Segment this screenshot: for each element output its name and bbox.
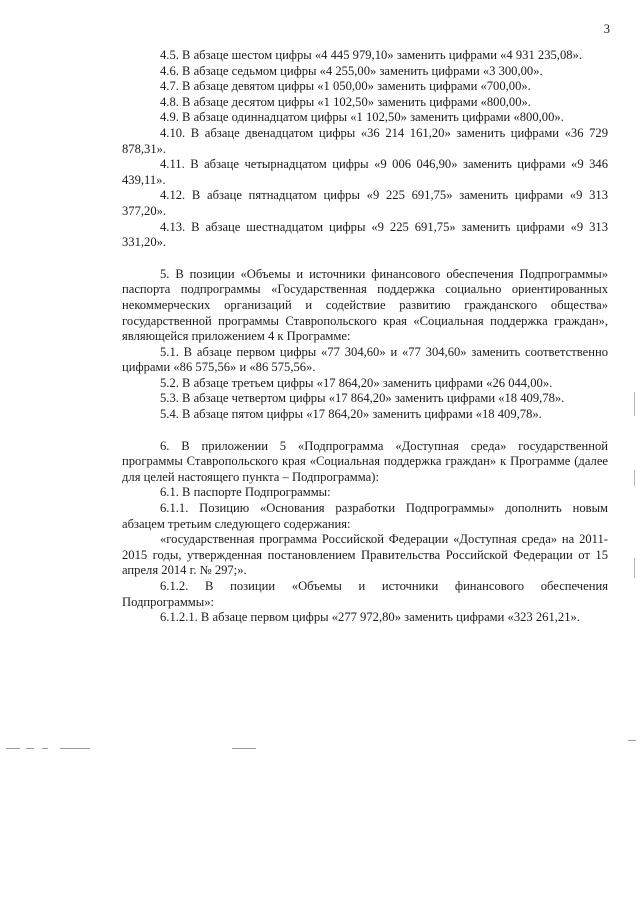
paragraph-5-4: 5.4. В абзаце пятом цифры «17 864,20» заменить цифрами «18 409,78». — [160, 407, 542, 422]
paragraph-6-1-1: 6.1.1. Позицию «Основания разработки Подпрограммы» дополнить новым абзацем третьим следующего содержания: — [122, 501, 608, 531]
paragraph-4-13: 4.13. В абзаце шестнадцатом цифры «9 225 691,75» заменить цифрами «9 313 331,20». — [122, 219, 608, 250]
scan-edge-mark — [634, 392, 635, 416]
paragraph-4-7: 4.7. В абзаце девятом цифры «1 050,00» заменить цифрами «700,00». — [160, 79, 531, 94]
section-gap — [122, 251, 608, 267]
scan-artifact-line — [6, 748, 20, 749]
paragraph-4-5: 4.5. В абзаце шестом цифры «4 445 979,10» заменить цифрами «4 931 235,08». — [160, 48, 582, 62]
scan-artifact-line — [26, 748, 34, 749]
paragraph-6-1: 6.1. В паспорте Подпрограммы: — [160, 485, 331, 500]
paragraph-4-6: 4.6. В абзаце седьмом цифры «4 255,00» заменить цифрами «3 300,00». — [160, 63, 543, 78]
scan-artifact-line — [628, 740, 636, 741]
paragraph-6-1-2: 6.1.2. В позиции «Объемы и источники финансового обеспечения Подпрограммы»: — [122, 579, 608, 609]
paragraph-6-1-2-1: 6.1.2.1. В абзаце первом цифры «277 972,80» заменить цифрами «323 261,21». — [160, 610, 580, 625]
paragraph-4-11: 4.11. В абзаце четырнадцатом цифры «9 006 046,90» заменить цифрами «9 346 439,11». — [122, 157, 608, 187]
paragraph-4-12: 4.12. В абзаце пятнадцатом цифры «9 225 691,75» заменить цифрами «9 313 377,20». — [122, 188, 608, 218]
paragraph-quote: «государственная программа Российской Федерации «Доступная среда» на 2011-2015 годы, утвержденная постановлением Правительства Российской Федерации от 15 апреля 2014 г. № 297;». — [122, 532, 608, 578]
paragraph-5-1: 5.1. В абзаце первом цифры «77 304,60» и «77 304,60» заменить соответственно цифрами «86 575,56» и «86 575,56». — [122, 344, 608, 375]
paragraph-5: 5. В позиции «Объемы и источники финансового обеспечения Подпрограммы» паспорта подпрограммы «Государственная поддержка социально ориентированных некоммерческих организаций и содействие развитию гражданского общества» государственной программы Ставропольского края «Социальная поддержка граждан», являющейся приложением 4 к Программе: — [122, 266, 608, 344]
scan-edge-mark — [634, 470, 635, 486]
scan-artifact-line — [60, 748, 90, 749]
section-gap — [122, 423, 608, 439]
paragraph-4-8: 4.8. В абзаце десятом цифры «1 102,50» заменить цифрами «800,00». — [160, 94, 531, 109]
paragraph-4-10: 4.10. В абзаце двенадцатом цифры «36 214 161,20» заменить цифрами «36 729 878,31». — [122, 125, 608, 156]
document-body — [122, 48, 608, 626]
scan-edge-mark — [634, 558, 635, 578]
paragraph-6: 6. В приложении 5 «Подпрограмма «Доступная среда» государственной программы Ставропольского края «Социальная поддержка граждан» к Программе (далее для целей настоящего пункта – Подпрограмма): — [122, 438, 608, 484]
paragraph-5-3: 5.3. В абзаце четвертом цифры «17 864,20» заменить цифрами «18 409,78». — [160, 391, 565, 406]
paragraph-4-9: 4.9. В абзаце одиннадцатом цифры «1 102,50» заменить цифрами «800,00». — [160, 110, 564, 125]
paragraph-5-2: 5.2. В абзаце третьем цифры «17 864,20» заменить цифрами «26 044,00». — [160, 375, 553, 390]
scan-artifact-line — [42, 748, 48, 749]
page-number: 3 — [603, 22, 610, 36]
scan-artifact-line — [232, 748, 256, 749]
